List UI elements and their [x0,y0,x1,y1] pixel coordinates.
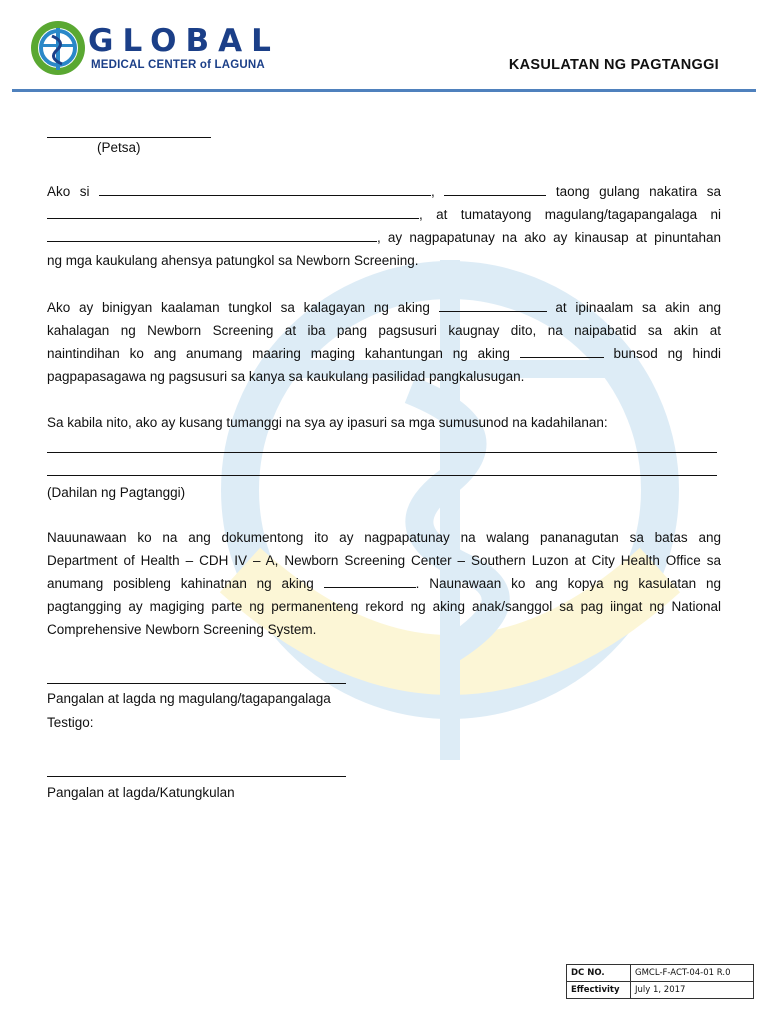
effectivity-row [567,982,754,999]
dc-key: DC NO. [567,965,631,982]
date-label: (Petsa) [97,140,141,155]
paragraph-understanding: Nauunawaan ko na ang dokumentong ito ay nagpapatunay na walang pananagutan sa batas ang Department of Health – CDH IV – A, Newborn Screening Center – Southern Luzon at City Health Office sa anumang posibleng kahinatnan ng aking . Naunawaan ko ang kopya ng kasulatan ng pagtangging ay magiging parte ng permanenteng rekord ng aking anak/sanggol sa pag iingat ng National Comprehensive Newborn Screening System. [47,530,721,637]
child-blank [520,344,604,358]
signature-label-witness: Pangalan at lagda/Katungkulan [47,785,235,800]
intro-line-4: ng mga kaukulang ahensya patungkol sa Newborn Screening. [47,253,419,268]
brand-subtitle: MEDICAL CENTER of LAGUNA [91,59,265,71]
reason-label: (Dahilan ng Pagtanggi) [47,485,186,500]
reason-line-2 [47,475,717,476]
brand-name: GLOBAL [88,23,280,59]
effectivity-key: Effectivity [567,982,631,999]
effectivity-value: July 1, 2017 [631,982,754,999]
dc-row [567,965,754,982]
witness-label: Testigo: [47,715,94,730]
paragraph-refusal: Sa kabila nito, ako ay kusang tumanggi na sya ay ipasuri sa mga sumusunod na kadahilanan: [47,415,608,430]
condition-blank [439,298,547,312]
document-title: KASULATAN NG PAGTANGGI [508,57,719,73]
signature-line-witness [47,776,346,777]
intro-line-3: , ay nagpapatunay na ako ay kinausap at pinuntahan [47,226,721,249]
dc-value: GMCL-F-ACT-04-01 R.0 [631,965,754,982]
child-blank-2 [324,574,416,588]
child-name-blank [47,228,377,242]
signature-line-parent [47,683,346,684]
document-control-table [566,964,754,999]
signature-label-parent: Pangalan at lagda ng magulang/tagapangalaga [47,691,331,706]
paragraph-informed: Ako ay binigyan kaalaman tungkol sa kalagayan ng aking at ipinaalam sa akin ang kahalagan ng Newborn Screening at iba pang pagsusuri kaugnay dito, na naipabatid sa akin at naintindihan ko ang anumang maaring maging kahantungan ng aking bunsod ng hindi pagpapasagawa ng pagsusuri sa kanya sa kaukulang pasilidad pangkalusugan. [47,300,721,384]
name-blank [99,182,431,196]
paragraph-intro [47,180,721,272]
address-blank [47,205,419,219]
header-rule [12,89,756,92]
intro-line-2: , at tumatayong magulang/tagapangalaga ni [47,203,721,226]
reason-line-1 [47,452,717,453]
age-blank [444,182,546,196]
intro-line-1: Ako si , taong gulang nakatira sa [47,184,721,199]
